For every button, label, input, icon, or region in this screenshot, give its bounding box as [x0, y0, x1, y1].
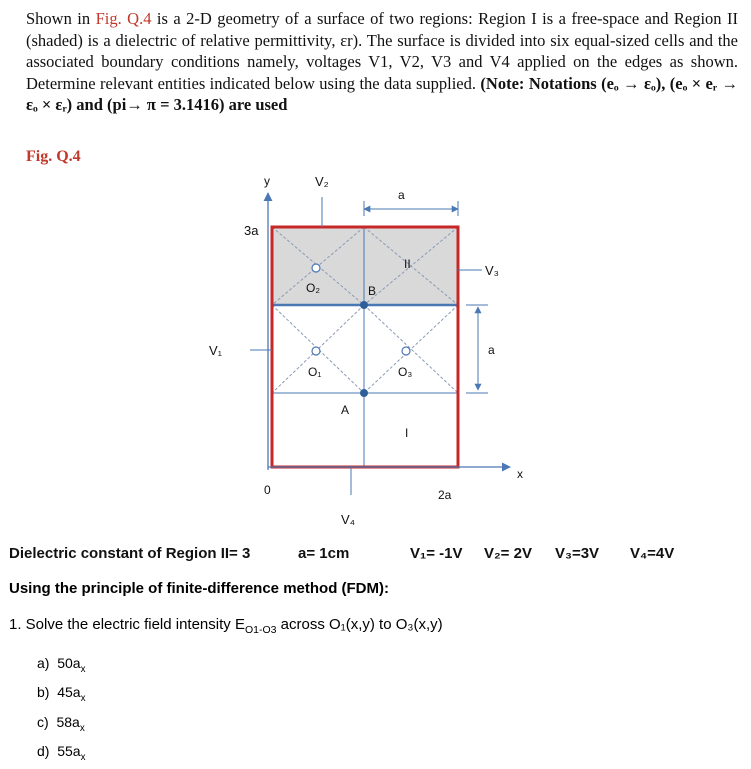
label-a-top: a: [398, 188, 405, 202]
label-y: y: [264, 174, 270, 188]
problem-text-1: Shown in: [26, 9, 96, 28]
figure-label: Fig. Q.4: [26, 148, 81, 165]
choice-b[interactable]: [37, 681, 86, 710]
label-region-ii: II: [404, 257, 411, 271]
label-2a: 2a: [438, 488, 452, 502]
choice-c-letter: c): [37, 713, 49, 730]
choice-c-value: 58a: [56, 713, 80, 730]
given-v2: V₂= 2V: [484, 545, 532, 562]
node-o1: [312, 347, 320, 355]
choice-b-sub: x: [80, 693, 86, 705]
label-v4: V₄: [341, 512, 355, 527]
label-o2: O₂: [306, 281, 320, 295]
choice-d-value: 55a: [57, 742, 81, 759]
node-o2: [312, 264, 320, 272]
label-a-node: A: [341, 403, 350, 417]
label-x: x: [517, 467, 523, 481]
choice-d[interactable]: [37, 740, 86, 769]
question-1-sub: O1-O3: [244, 624, 277, 636]
label-origin: 0: [264, 483, 271, 497]
note-label: (Note:: [480, 73, 525, 93]
choice-a-sub: x: [80, 663, 86, 675]
given-a: a= 1cm: [298, 545, 350, 562]
label-region-i: I: [405, 426, 409, 440]
node-o3: [402, 347, 410, 355]
question-1-suffix: across O₁(x,y) to O₃(x,y): [276, 616, 443, 633]
node-a: [360, 389, 368, 397]
node-b: [360, 301, 368, 309]
problem-text-2: is a 2-D geometry of a surface of two regions: Region I is a free-space and Region II (shaded) is a dielectric of relative permittivity, εr). The surface is divided into six equal-sized cells and the associated boundary conditions namely, voltages V1, V2, V3 and V4 applied on the edges as shown. Determine relevant entities indicated below using the data supplied.: [26, 9, 738, 93]
choice-a-value: 50a: [57, 655, 81, 671]
choice-b-letter: b): [37, 684, 50, 701]
question-1-prefix: 1. Solve the electric field intensity E: [9, 616, 245, 633]
label-3a: 3a: [244, 223, 259, 238]
region-ii-shade: [272, 227, 458, 305]
label-o1: O₁: [308, 365, 322, 379]
label-a-right: a: [488, 343, 495, 357]
fdm-instruction: Using the principle of finite-difference method (FDM):: [9, 580, 389, 597]
choice-d-sub: x: [80, 751, 86, 763]
label-o3: O₃: [398, 365, 413, 379]
answer-choices: [37, 652, 86, 769]
label-b: B: [368, 284, 377, 298]
label-v2: V₂: [315, 174, 329, 189]
label-v3: V₃: [485, 263, 499, 278]
choice-a[interactable]: [37, 652, 86, 681]
label-v1: V₁: [209, 343, 223, 358]
figure-reference: Fig. Q.4: [95, 9, 152, 28]
given-dielectric: Dielectric constant of Region II= 3: [9, 545, 251, 562]
question-1: [9, 616, 443, 636]
given-v1: V₁= -1V: [410, 545, 463, 562]
given-v3: V₃=3V: [555, 545, 600, 562]
choice-a-letter: a): [37, 655, 50, 671]
choice-c-sub: x: [79, 722, 85, 734]
given-v4: V₄=4V: [630, 545, 675, 562]
choice-c[interactable]: [37, 711, 86, 740]
choice-d-letter: d): [37, 742, 50, 759]
note-text: Notations (eₒ → εₒ), (eₒ × eᵣ → εₒ × εᵣ) and (pi→ π = 3.1416) are used: [26, 73, 738, 114]
choice-b-value: 45a: [57, 684, 81, 701]
